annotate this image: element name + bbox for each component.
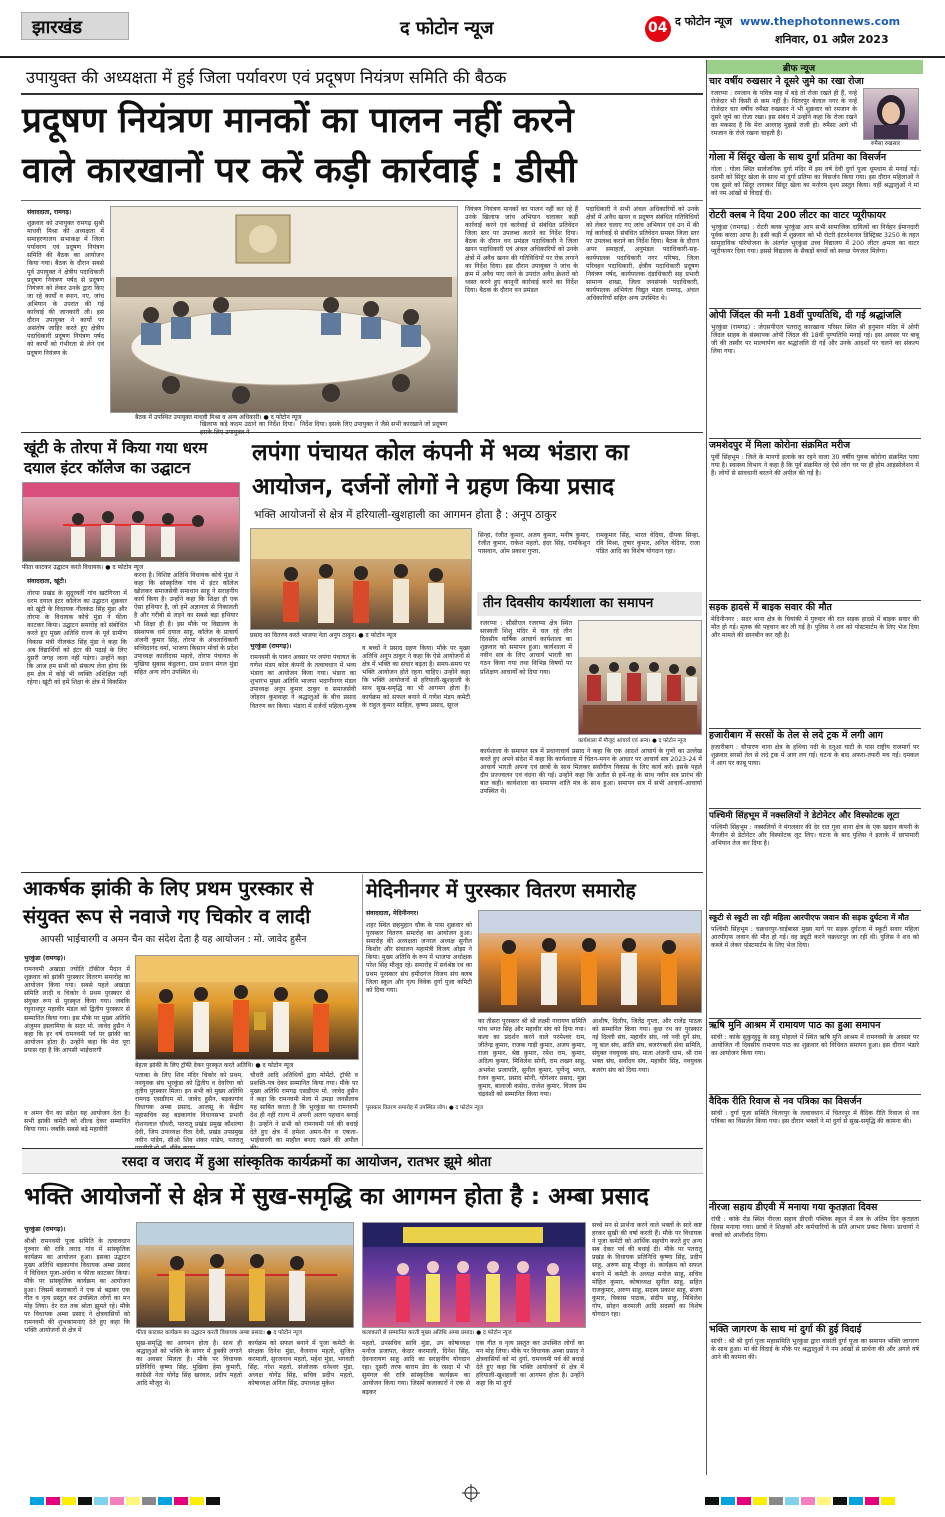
chikor-col-1: रामनवमी अखाड़ा ज्योति टॉकीज मैदान में शुक्रवार को झांकी पुरस्कार वितरण समारोह का आयोजन किया गया। सबसे पहले अखाड़ा समिति लादी व चिकोर ने प्रथम पुरस्कार से संयुक्त रूप से पुरस्कृत किया गया। जबकि रघुनाथपुर महावीर मंडल को द्वितीय पुरस्कार से सम्मानित किया गया। इस मौके पर मुख्य अतिथि अंजुमन इस्लामिया के सदर मो. जावेद हुसैन ने कहा कि हर वर्ष रामनवमी पर्व पर झांकी का आयोजन होता है। उन्होंने कहा कि मेरा पूरा प्रयास रहा है कि आपसी भाईचारगी: [24, 966, 130, 1054]
langa-headline-2: आयोजन, दर्जनों लोगों ने ग्रहण किया प्रसाद: [252, 474, 615, 500]
brief-divider-7: [709, 808, 921, 809]
color-registration-icon: [30, 1497, 240, 1505]
langa-dateline: भुरकुंडा (रामगढ़)।: [250, 643, 292, 650]
lead-col-5: पदाधिकारी ने सभी अंचल अधिकारियों को उनके क्षेत्रों में अवैध खनन व प्रदूषण संबंधित गतिविधियों को लेकर चलाए गए जांच अभियान एवं उन में की गई कार्रवाई से संबंधित प्रतिवेदन समस्त जिला स्तर पर उपलब्ध कराने का निर्देश दिया। बैठक के दौरान अपर समाहर्ता, अनुमंडल पदाधिकारी-सह-कार्यपालक पदाधिकारी नगर परिषद, जिला परिवहन पदाधिकारी, क्षेत्रीय पदाधिकारी प्रदूषण नियंत्रण पर्षद, कार्यपालक दंडाधिकारी सह प्रभारी सामान्य शाखा, जिला जनसंपर्क पदाधिकारी, कार्यपालक अभियंता विद्युत मंडल रामगढ़, अंचल अधिकारियों सहित अन्य उपस्थित थे।: [586, 206, 699, 303]
ambha-col-1: श्रीश्री रामनवमी पूजा समिति के तत्वावधान गुरुवार की रात्रि जराद गांव में सांस्कृतिक कार्यक्रम का आयोजन हुआ। इसका उद्घाटन मुख्य अतिथि बड़कागांव विधायक अम्बा प्रसाद ने विधिवत पूजा-अर्चना व फीता काटकर किया। मौके पर सांस्कृतिक कार्यक्रम का आयोजन हुआ। जिसमें कलाकारों ने एक से बढ़कर एक गीत व नृत्य प्रस्तुत कर उपस्थित लोगों का मन मोह लिया। देर रात तक श्रोता झूमते रहे। मौके पर विधायक अम्बा प्रसाद ने क्षेत्रवासियों को रामनवमी की शुभकामनाएं देते हुए कहा कि भक्ति आयोजनों से क्षेत्र में: [24, 1238, 130, 1335]
brief-divider-2: [709, 208, 921, 209]
ambha-photo-1-caption: फीता काटकर कार्यक्रम का उद्घाटन करती विधायक अम्बा प्रसाद। ● द फोटोन न्यूज: [136, 1330, 303, 1336]
khunti-dateline: संवाददाता, खूंटी।: [27, 578, 67, 585]
girl-portrait-image: [864, 89, 918, 139]
page-number: 04: [648, 20, 668, 36]
chikor-photo: [135, 955, 359, 1060]
khunti-col-2: करना है। विशिष्ट अतिथि विधायक कोचे मुंडा ने कहा कि सांस्कृतिक गांव में इंटर कॉलेज खोलकर समाजसेवी समाधान साहू ने सराहनीय कार्य किया है। उन्होंने कहा कि शिक्षा ही एक ऐसा हथियार है, जो हमें अज्ञानता से निकालती है और गरीबी से लड़ने का सबसे बड़ा हथियार भी शिक्षा ही है। इस मौके पर विद्यालय के संस्थापक धर्म दयाल साहू, कॉलेज के प्राचार्य अंजनी कुमार सिंह, तोरपा के अंचलाधिकारी सच्चिदानंद वर्मा, भाजपा किसान मोर्चा के प्रदेश उपाध्यक्ष कालीदास महतो, तोरपा पंचायत के मुखिया सुबास कंडुलना, ग्राम प्रधान मंगल मुंडा सहित अन्य लोग उपस्थित थे।: [134, 572, 238, 677]
workshop-photo-caption: कार्यशाला में मौजूद आचार्य एवं अन्य। ● द फोटोन न्यूज: [578, 738, 687, 744]
brief-divider-8: [709, 910, 921, 911]
lead-headline-1: प्रदूषण नियंत्रण मानकों का पालन नहीं करने: [22, 101, 574, 141]
section-label: झारखंड: [32, 17, 82, 38]
lead-col-2: खिलाफ कड़े कदम उठाने का निर्देश दिया।: [200, 421, 295, 428]
ambha-banner-text: रसदा व जराद में हुआ सांस्कृतिक कार्यक्रमों का आयोजन, रातभर झूमे श्रोता: [122, 1154, 492, 1170]
khunti-headline-2: दयाल इंटर कॉलेज का उद्घाटन: [24, 459, 191, 477]
brief-headline-13: भक्ति जागरण के साथ मां दुर्गा की हुई विदाई: [709, 1324, 862, 1335]
lead-kicker: उपायुक्त की अध्यक्षता में हुई जिला पर्यावरण एवं प्रदूषण नियंत्रण समिति की बैठक: [26, 68, 507, 87]
brief-headline-10: ऋषि मुनि आश्रम में रामायण पाठ का हुआ समापन: [709, 1020, 881, 1031]
brief-headline-1: चार वर्षीय रुखसार ने दूसरे जुमे का रखा रोजा: [709, 76, 864, 87]
brief-headline-12: नीरजा सहाय डीएवी में मनाया गया कृतज्ञता दिवस: [709, 1202, 878, 1213]
site-url[interactable]: www.thephotonnews.com: [739, 15, 901, 28]
ambha-photo-2: [362, 1222, 586, 1328]
langa-names-1: सिन्हा, रंजीत कुमार, अजय कुमार, मनीष कुमार, रंजीत कुमार, राकेश महतो, इंदर सिंह, रामकिशुन पासवान, ओम प्रकाश गुप्ता,: [478, 532, 590, 556]
brief-headline-5: जमशेदपुर में मिला कोरोना संक्रमित मरीज: [709, 440, 851, 451]
chikor-dateline: भुरकुंडा (रामगढ़)।: [24, 955, 66, 962]
brief-headline-4: ओपी जिंदल की मनी 18वीं पुण्यतिथि, दी गई श्रद्धांजलि: [709, 310, 902, 321]
section-divider-1: [21, 432, 703, 433]
brief-divider-1: [709, 150, 921, 151]
langa-kicker: भक्ति आयोजनों से क्षेत्र में हरियाली-खुशहाली का आगमन होता है : अनूप ठाकुर: [254, 509, 557, 521]
medini-photo-caption: पुरस्कार वितरण समारोह में उपस्थित लोग। ● द फोटोन न्यूज: [366, 1105, 484, 1111]
ambha-dateline: भुरकुंडा (रामगढ़)।: [24, 1226, 66, 1233]
ambha-col-5: एक गीत व नृत्य प्रस्तुत कर उपस्थित लोगों का मन मोह लिया। मौके पर विधायक अम्बा प्रसाद ने क्षेत्रवासियों को मां दुर्गा, रामनवमी पर्व की बधाई देते हुए कहा कि भक्ति आयोजनों से क्षेत्र में हरियाली-खुशहाली का आगमन होता है। उन्होंने कहा कि मां दुर्गा: [476, 1340, 584, 1388]
chikor-col-3: पताका के लिए शिव मंदिर चिकोर को प्रथम, नवयुवक संघ भुरकुंडा को द्वितीय व देवरिया को तृतीय पुरस्कार मिला। इन सभी को मुख्य अतिथि रामगढ़ एसडीएम मो. जावेद हुसैन, बड़कागांव विधायक अम्बा प्रसाद, आजसू के केंद्रीय महासचिव सह बड़कागांव विधानसभा प्रभारी रोशनलाल चौधरी, पतरातू प्रखंड प्रमुख कौशल्या देवी, जिप उपाध्यक्ष रीता देवी, प्रखंड उपप्रमुख नवीन पांडेय, सीओ शिव शंकर पांडेय, पतरातू: [135, 1072, 243, 1144]
prasad-distribution-image: [251, 529, 471, 629]
brief-divider-3: [709, 308, 921, 309]
sidebar: [706, 60, 922, 1475]
workshop-group-image: [579, 621, 701, 734]
brief-headline-9: स्कूटी से स्कूटी ला रही महिला आरपीएफ जवान की सड़क दुर्घटना में मौत: [709, 913, 909, 922]
brief-photo-1: [863, 88, 919, 140]
brief-body-2: गोला : गोला स्थित सार्वजनिक दुर्गा मंदिर में इस वर्ष देवी दुर्गा पूजा धूमधाम से मनाई गई। दशमी को सिंदूर खेला के साथ मां दुर्गा प्रतिमा का विसर्जन किया गया। इस दौरान महिलाओं ने एक दूसरे को सिंदूर लगाकर सिंदूर खेला का मनोरम दृश्य प्रस्तुत किया। वहीं श्रद्धालुओं ने मां को नम आंखों से विदाई दी।: [711, 166, 919, 198]
medini-col-2: का तीसरा पुरस्कार श्री श्री लक्ष्मी नारायण समिति पांच भगत सिंह और महावीर संघ को दिया गया। कला का प्रदर्शन करने वाले परमेश्वर राम, जीतेन्द्र कुमार, राजक गाड़ी कुमार, अजय कुमार, राजा कुमार, श्रेष्ठ कुमार, रमेश राम, कुमार, अदित्य कुमार, मिथिलेश सोनी, राम लखन साहू, अभयेश प्रजापति, सुनील कुमार, पूर्णेन्दु भगत, रंजन कुमार, प्रसाद सोनी, योगेश्वर प्रसाद, मुन्ना कुमार, बालाजी कसेरा, राजेश कुमार, विजय प्रेम चंद्रवंशी को सम्मानित किया गया।: [478, 1018, 586, 1098]
page-number-badge: [645, 16, 671, 42]
brief-divider-4: [709, 438, 921, 439]
award-ceremony-image: [136, 956, 358, 1059]
footer-registration-bar-right: [705, 1490, 915, 1498]
crosshair-icon: [462, 1484, 480, 1502]
brief-headline-7: हजारीबाग में सरसों के तेल से लदे ट्रक में लगी आग: [709, 730, 883, 741]
chikor-kicker: आपसी भाईचारगी व अमन चैन का संदेश देता है यह आयोजन : मो. जावेद हुसैन: [40, 934, 307, 945]
chikor-headline-2: संयुक्त रूप से नवाजे गए चिकोर व लादी: [23, 905, 311, 928]
paper-name: द फोटोन न्यूज: [400, 18, 494, 39]
medini-divider: [362, 874, 363, 1146]
site-line: [675, 14, 900, 29]
sidebar-label: ब्रीफ न्यूज: [783, 64, 816, 74]
brief-body-6: मेदिनीनगर : सदर थाना क्षेत्र के चियांकी में गुरुवार की रात सड़क हादसे में बाइक सवार की मौत हो गई। मृतक की पहचान कर ली गई है। पुलिस ने शव को पोस्टमार्टम के लिए भेज दिया और मामले की छानबीन कर रही है।: [711, 616, 919, 640]
medini-col-1: शहर स्थित छहमुहान चौक के पास शुक्रवार को पुरस्कार वितरण समारोह का आयोजन हुआ। समारोह की अध्यक्षता जनरल अध्यक्ष सुनील किशोर और संचालन महामंत्री विजय ओझा ने किया। मुख्य अतिथि के रूप में भाजपा अधोक्षक परेश सिंह मौजूद रहे। समारोह में सर्वश्रेष्ठ रथ का प्रथम पुरस्कार संघ हमीदगंज विजय संघ क्लब जिला स्कूल और नृत्य विवेक दुर्गा पूजा कमिटी को दिया गया।: [366, 922, 472, 994]
ambha-col-2: सुख-समृद्धि का आगमन होता है। साथ ही श्रद्धालुओं को भक्ति के सागर में डुबकी लगाने का अवसर मिलता है। मौके पर विधायक प्रतिनिधि कृष्णा सिंह, मुखिया हेमा कुमारी, कांग्रेसी नेता योगेंद्र सिंह खरवार, प्रदीप महतो आदि मौजूद थे।: [136, 1340, 242, 1388]
brief-divider-11: [709, 1200, 921, 1201]
brief-body-5: पूर्वी सिंहभूम : जिले के मानगो इलाके का रहने वाला 30 वर्षीय युवक कोरोना संक्रमित पाया गया है। स्वास्थ्य विभाग ने कहा है कि पूर्व संक्रमित रहे ऐसे लोग घर पर ही होम आइसोलेशन में हैं। लोगों से सावधानी बरतने की अपील की गई है।: [711, 454, 919, 478]
ambha-banner: [22, 1148, 703, 1174]
chikor-photo-caption: बेहतर झांकी के लिए ट्रॉफी देकर पुरस्कृत करते अतिथि। ● द फोटोन न्यूज: [135, 1062, 294, 1069]
sidebar-label-box: [707, 60, 923, 74]
brief-headline-6: सड़क हादसे में बाइक सवार की मौत: [709, 602, 832, 613]
chikor-col-2: व अमन चैन का संदेश यह आयोजन देता है। सभी झांकी कमेटी को शील्ड देकर सम्मानित किया गया। जबकि सबसे बढ़े महावीरी: [24, 1110, 130, 1134]
brief-headline-11: वैदिक रीति रिवाज से नव पत्रिका का विसर्जन: [709, 1096, 862, 1107]
stage-performance-image: [363, 1223, 585, 1327]
medini-award-image: [479, 911, 701, 1012]
brief-photo-1-caption: रुमैसा रुखसार: [871, 141, 901, 147]
lead-rule-2: [21, 200, 703, 201]
brief-body-4: भुरकुंडा (रामगढ़) : जेएसपीएल पतरातू कारखाना परिसर स्थित श्री हनुमान मंदिर में ओपी जिंदल साहब के संस्थापक ओपी जिंदल की 18वीं पुण्यतिथि मनाई गई। इस अवसर पर बाबू जी की तस्वीर पर माल्यार्पण कर श्रद्धांजलि दी गई और उनके आदर्शों पर चलने का संकल्प लिया गया।: [711, 324, 919, 356]
header-bar: [0, 0, 945, 58]
workshop-header-box: [477, 592, 702, 616]
khunti-headline-1: खूंटी के तोरपा में किया गया धरम: [24, 439, 208, 457]
lead-col-4: नियंत्रण नियंत्रण मानकों का पालन नहीं कर रहे हैं उनके खिलाफ जांच अभियान चलाकर कड़ी कार्रवाई करने एवं कार्रवाई से संबंधित प्रतिवेदन जिला स्तर पर उपलब्ध कराने का निर्देश दिया। बैठक के दौरान वन प्रमंडल पदाधिकारी ने जिला खनन पदाधिकारी एवं अंचल अधिकारियों को उनके क्षेत्रों में अवैध खनन की गतिविधियों पर रोक लगाने का निर्देश दिया। इस दौरान उपायुक्त ने जांच के क्रम में अवैध पाए जाने के उपरांत अवैध क्रेशरों को ध्वस्त करने हुए कानूनी कार्रवाई करने का निर्देश दिया। बैठक के दौरान वन प्रमंडल: [465, 206, 578, 294]
brief-body-9: पश्चिमी सिंहभूम : चक्रधरपुर-चाईबासा मुख्य मार्ग पर सड़क दुर्घटना में स्कूटी सवार महिला आरपीएफ जवान की मौत हो गई। वह ड्यूटी करने चक्रधरपुर जा रही थी। पुलिस ने शव को कब्जे में लेकर पोस्टमार्टम के लिए भेज दिया।: [711, 926, 919, 950]
chikor-headline-1: आकर्षक झांकी के लिए प्रथम पुरस्कार से: [23, 877, 314, 900]
brief-body-7: हजारीबाग : चौपारण थाना क्षेत्र के हथिया नदी के दनुआ घाटी के पास राष्ट्रीय राजमार्ग पर शुक्रवार सरसों तेल से लदे ट्रक में आग लग गई। घटना के बाद अफरा-तफरी मच गई। दमकल ने आग पर काबू पाया।: [711, 744, 919, 768]
lead-rule: [21, 93, 703, 95]
lead-col-3: निर्देश दिया। इसके लिए उपायुक्त ने जैसे सभी कारखाने जो प्रदूषण: [300, 421, 448, 428]
ambha-col-6: सच्चे मन से प्रार्थना करने वाले भक्तों के सारे कष्ट हरकर सुखी की वर्षा करती हैं। मौके पर विधायक ने पूजा कमेटी को आर्थिक सहयोग करते हुए अन्य सब देकर पर्व की बधाई दी। मौके पर पतरातू प्रखंड के विधायक प्रतिनिधि कृष्णा सिंह, प्रदीप साहू, अरुण साहू मौजूद थे। कार्यक्रम को सफल बनाने में कमेटी के अध्यक्ष मनोज साहू, सचिव मोहित कुमार, कोषाध्यक्ष सुनील साहू, सहित राजकुमार, अरुण साहू, सदस्य प्रकाश साहू, संजय कुमार, विकास पाठक, संदीप साहू, मिथिलेश गोप, सोहन करमाली आदि सदस्यों का विशेष योगदान रहा।: [592, 1222, 702, 1319]
langa-photo-caption: प्रसाद का वितरण करते भाजपा नेता अनूप ठाकुर। ● द फोटोन न्यूज: [250, 632, 397, 639]
ambha-photo-2-caption: कलाकारों से सम्मानित करती मुख्य अतिथि अम्बा प्रसाद। ● द फोटोन न्यूज: [362, 1330, 512, 1336]
site-prefix: द फोटोन न्यूज: [675, 15, 733, 28]
brief-headline-2: गोला में सिंदूर खेला के साथ दुर्गा प्रतिमा का विसर्जन: [709, 152, 887, 163]
footer-registration-bar-left: [30, 1490, 240, 1498]
lead-col-1: शुक्रवार को उपायुक्त रामगढ़ सुश्री माधवी मिश्रा की अध्यक्षता में समाहरणालय सभाकक्ष में जिला पर्यावरण एवं प्रदूषण नियंत्रण समिति की बैठक का आयोजन किया गया। बैठक के दौरान सबसे पूर्व उपायुक्त ने क्षेत्रीय पदाधिकारी प्रदूषण नियंत्रण पर्षद से प्रदूषण नियंत्रण को लेकर उनके द्वारा किए जा रहे कार्यों व स्थान, नए, जांच अभियान के उपरांत की गई कार्रवाई की जानकारी ली। इस दौरान उपायुक्त ने कार्यों पर असंतोष जाहिर करते हुए क्षेत्रीय पदाधिकारी प्रदूषण नियंत्रण पर्षद को कार्यों को गंभीरता से लेने एवं प्रदूषण नियंत्रण के: [27, 220, 104, 357]
workshop-lead: रजरप्पा : सीसीएल रजरप्पा क्षेत्र स्थित सरस्वती शिशु मंदिर में चल रहे तीन दिवसीय वार्षिक आचार्य कार्यशाला का शुक्रवार को समापन हुआ। कार्यशाला में नवीन सत्र के लिए आचार्य भारती का गठन किया गया तथा विभिन्न विषयों पर प्रशिक्षण आचार्यों को दिया गया।: [480, 620, 572, 676]
workshop-photo: [578, 620, 702, 735]
langa-col-2: व बच्चों ने प्रसाद ग्रहण किया। मौके पर मुख्य अतिथि अनूप ठाकुर ने कहा कि ऐसे आयोजनों से क्षेत्र में भक्ति का संचार बढ़ता है। समय-समय पर भक्ति आयोजन होते रहना चाहिए। उन्होंने कहा कि भक्ति आयोजनों से हरियाली-खुशहाली के साथ सुख-समृद्धि का भी आगमन होता है। कार्यक्रम को सफल बनाने में गणेश मंडप कमेटी के राहुल कुमार साहिल, कृष्णा प्रसाद, सूरज: [362, 645, 470, 709]
meeting-room-image: [111, 207, 457, 412]
chikor-col-4: चौधरी आदि अतिथियों द्वारा मोमेंटो, ट्रॉफी व प्रशस्ति-पत्र देकर सम्मानित किया गया। मौके पर मुख्य अतिथि रामगढ़ एसडीएम मो. जावेद हुसैन ने कहा कि रामनवमी मेला में उमड़ा जनसैलाब यह साबित करता है कि भुरकुंडा का रामनवमी देश ही नहीं राज्य में अपनी अलग पहचान बनाई है। उन्होंने ने सभी को रामनवमी पर्व की बधाई देते हुए क्षेत्र में हमेशा अमन-चैन व एकता-भाईचारगी का माहौल बनाए रखने की अपील: [250, 1072, 358, 1144]
khunti-col-1: तोरपा प्रखंड के सुदूरवर्ती गांव खटंगिरता में धरम दयाल इंटर कॉलेज का उद्घाटन शुक्रवार को खूंटी के विधायक नीलकंठ सिंह मुंडा और तोरपा के विधायक कोचे मुंडा ने फीता काटकर किया। उद्घाटन समारोह को संबोधित करते हुए मुख्य अतिथि राज्य के पूर्व ग्रामीण विकास मंत्री नीलकंठ सिंह मुंडा ने कहा कि अब विद्यार्थियों को इंटर की पढ़ाई के लिए दूसरी जगह जाना नहीं पड़ेगा। उन्होंने कहा कि आज हम सभी को संकल्प लेना होगा कि हम क्षेत्र में कोई भी व्यक्ति अशिक्षित नहीं रहेगा। खूंटी को हमें शिक्षा के क्षेत्र में विकसित: [27, 590, 127, 687]
brief-body-8: पश्चिमी सिंहभूम : नक्सलियों ने मंगलवार की देर रात गुवा थाना क्षेत्र के एक खदान कंपनी के मैगजीन से डेटोनेटर और विस्फोटक लूट लिए। घटना के बाद पुलिस ने इलाके में छापामारी अभियान तेज कर दिया है।: [711, 824, 919, 848]
color-registration-icon-right: [705, 1497, 915, 1505]
workshop-headline: तीन दिवसीय कार्यशाला का समापन: [483, 596, 654, 611]
ambha-photo-1: [136, 1222, 354, 1328]
lead-headline-2: वाले कारखानों पर करें कड़ी कार्रवाई : डीसी: [22, 151, 577, 191]
section-divider-2: [21, 872, 703, 873]
langa-photo: [250, 528, 472, 630]
inauguration-image: [23, 483, 239, 561]
brief-divider-12: [709, 1322, 921, 1323]
issue-date: शनिवार, 01 अप्रैल 2023: [775, 33, 889, 46]
ambha-col-3: कार्यक्रम को सफल बनाने में पूजा कमेटी के संरक्षक दिनेश मुंडा, वैजनाथ महतो, सुजित करमाली, सुरजनाथ महतो, महेश मुंडा, भगवती सिंह, नरेश महतो, संजोजक धनेश्वर मुंडा, अध्यक्ष योगेंद्र सिंह, सचिव प्रदीप महतो, कोषाध्यक्ष अनिल सिंह, उपाध्यक्ष मुकेश: [248, 1340, 354, 1388]
brief-body-13: सांची : श्री श्री दुर्गा पूजा महासमिति भुरकुंडा द्वारा वासंती दुर्गा पूजा का समापन भक्ति जागरण के साथ हुआ। मां की विदाई के मौके पर श्रद्धालुओं ने नम आंखों से प्रार्थना की और अगले वर्ष आने की कामना की।: [711, 1338, 919, 1362]
medini-dateline: संवाददाता, मेदिनीनगर।: [366, 910, 419, 917]
lead-photo: [110, 206, 458, 413]
langa-names-2: रामकुमार सिंह, भारत वेदिया, दीपक सिन्हा, रवि मिश्रा, तुषार कुमार, अनिल वेदिया, राजा पंडित आदि का विशेष योगदान रहा।: [596, 532, 700, 556]
brief-divider-9: [709, 1018, 921, 1019]
medini-col-3: आशीष, दिलीप, जितेंद्र गुप्ता, और राजेंद्र पाठक को सम्मानित किया गया। कुछ रथ का पुरस्कार नई दिल्ली संघ, महावीर संघ, नये नवी दुर्गे संघ, न्यू बाल संघ, क्रांति संघ, बजरंगबली सेवा समिति, संयुक्त नवयुवक संघ, माता अंजनी धाम, श्री राम भक्त संघ, सर्वोदय संघ, महावीर सिंह, नवयुवक बजरंग संघ को दिया गया।: [592, 1018, 702, 1074]
brief-divider-10: [709, 1094, 921, 1095]
brief-body-12: रांची : कांके रोड स्थित नीरजा सहाय डीएवी पब्लिक स्कूल में सत्र के अंतिम दिन कृतज्ञता दिवस मनाया गया। छात्रों ने शिक्षकों और कर्मचारियों के प्रति आभार प्रकट किया। प्राचार्या ने बच्चों को आशीर्वाद दिया।: [711, 1216, 919, 1240]
lead-photo-caption: बैठक में उपस्थित उपायुक्त माधवी मिश्रा व अन्य अधिकारी। ● द फोटोन न्यूज: [135, 414, 302, 421]
brief-divider-5: [709, 600, 921, 601]
brief-headline-8: पश्चिमी सिंहभूम में नक्सलियों ने डेटोनेटर और विस्फोटक लूटा: [709, 811, 900, 821]
ambha-headline: भक्ति आयोजनों से क्षेत्र में सुख-समृद्धि का आगमन होता है : अम्बा प्रसाद: [24, 1182, 649, 1210]
medini-photo: [478, 910, 702, 1013]
workshop-body: कार्यशाला के समापन सत्र में प्रधानाचार्य प्रसाद ने कहा कि एक आदर्श आचार्य के गुणों का उल्लेख करते हुए अपने संदेश में कहा कि कार्यशाला में चिंतन-मनन के आधार पर आचार्य सत्र 2023-24 में आचार्य भारती अपना एवं छात्रों के साथ मिलकर सर्वांगीण विकास के लिए कार्य करें। इसके पहले दीप प्रज्ज्वलन एवं वंदना की गई। उन्होंने कहा कि अतीत से हमें-यह के साथ नवीन सत्र प्रारंभ की बात कही। कार्यशाला का समापन शांति मंत्र के साथ हुआ। समापन सत्र में सभी आचार्य-आचार्या उपस्थित थे।: [480, 748, 702, 796]
langa-col-1: रामनवमी के पावन अवसर पर लपंगा पंचायत के गणेश मंडप कोल कंपनी के तत्वावधान में भव्य भंडारा का आयोजन किया गया। भंडारा का शुभारंभ मुख्य अतिथि भाजपा भदानीनगर मंडल उपाध्यक्ष अनूप कुमार ठाकुर व समाजसेवी जोहरन कुशवाहा ने श्रद्धालुओं के बीच प्रसाद वितरण कर किया। भंडारा में दर्जनों महिला-पुरुष: [250, 654, 356, 710]
brief-headline-3: रोटरी क्लब ने दिया 200 लीटर का वाटर प्यूरीफायर: [709, 210, 886, 221]
brief-body-10: सांची : कांके सुकुरहुट्टू के साधु मोहल्ले में स्थित ऋषि मुनि आश्रम में रामनवमी के अवसर पर आयोजित नौ दिवसीय रामायण पाठ का शुक्रवार को विधिवत समापन हुआ। इस दौरान भंडारे का आयोजन किया गया।: [711, 1034, 919, 1058]
medini-headline: मेदिनीनगर में पुरस्कार वितरण समारोह: [366, 879, 636, 902]
brief-divider-6: [709, 728, 921, 729]
khunti-photo: [22, 482, 240, 562]
khunti-photo-caption: फीता काटकर उद्घाटन करते विधायक। ● द फोटोन न्यूज: [22, 564, 144, 571]
brief-body-3: भुरकुंडा (रामगढ़) : रोटरी क्लब भुरकुंडा आप सभी सामाजिक दायित्वों का निर्वहन ईमानदारी पूर्वक करता आया है। इसी कड़ी में शुक्रवार को भी रोटरी इंटरनेशनल डिस्ट्रिक्ट 3250 के तहत सामुदायिक परियोजना के अंतर्गत भुरकुंडा उच्च विद्यालय में 200 लीटर क्षमता का वाटर प्यूरीफायर दिया गया। इससे विद्यालय के सैकड़ों बच्चों को स्वच्छ पेयजल मिलेगा।: [711, 224, 919, 256]
ribbon-cutting-image: [137, 1223, 353, 1327]
brief-body-1: रजरप्पा : रमजान के पवित्र माह में बड़े तो रोजा रखते ही हैं, नन्हे रोजेदार भी किसी से कम नहीं है। चितरपुर बेलाल नगर के नन्हें रोजेदार चार वर्षीय रुमैसा रुखसार ने भी शुक्रवार को रमजान के दूसरे जुमे का रोजा रखा। इस संबंध में उन्होंने कहा कि रोजा रखने का मकसद है कि मेरा अल्लाह मुझसे राजी हो। रुमैसा आगे भी रमजान के रोजे रखना चाहती है।: [711, 90, 857, 138]
ambha-col-4: महतो, उपसचिव सावि मुंडा, उप कोषाध्यक्ष मनोज प्रजापत, केदार करमाली, दिनेश सिंह, देवनारायण साहू आदि का सराहनीय योगदान रहा। दूसरी तरफ बाराम डेरा के रसदा में भी सुमंगल की रात्रि सांस्कृतिक कार्यक्रम का आयोजन किया गया। जिसमें कलाकारों ने एक से बढ़कर: [362, 1340, 470, 1396]
brief-body-11: सांची : दुर्गा पूजा समिति चितरपुर के तत्वावधान में चितरपुर में वैदिक रीति रिवाज से नव पत्रिका का विसर्जन किया गया। इस दौरान भक्तों ने मां दुर्गा से सुख-समृद्धि की कामना की।: [711, 1110, 919, 1126]
lead-dateline: संवाददाता, रामगढ़।: [27, 209, 72, 216]
langa-headline-1: लपंगा पंचायत कोल कंपनी में भव्य भंडारा का: [252, 440, 629, 466]
section-tag: [21, 12, 129, 40]
footer-crosshair-icon: [462, 1484, 480, 1502]
